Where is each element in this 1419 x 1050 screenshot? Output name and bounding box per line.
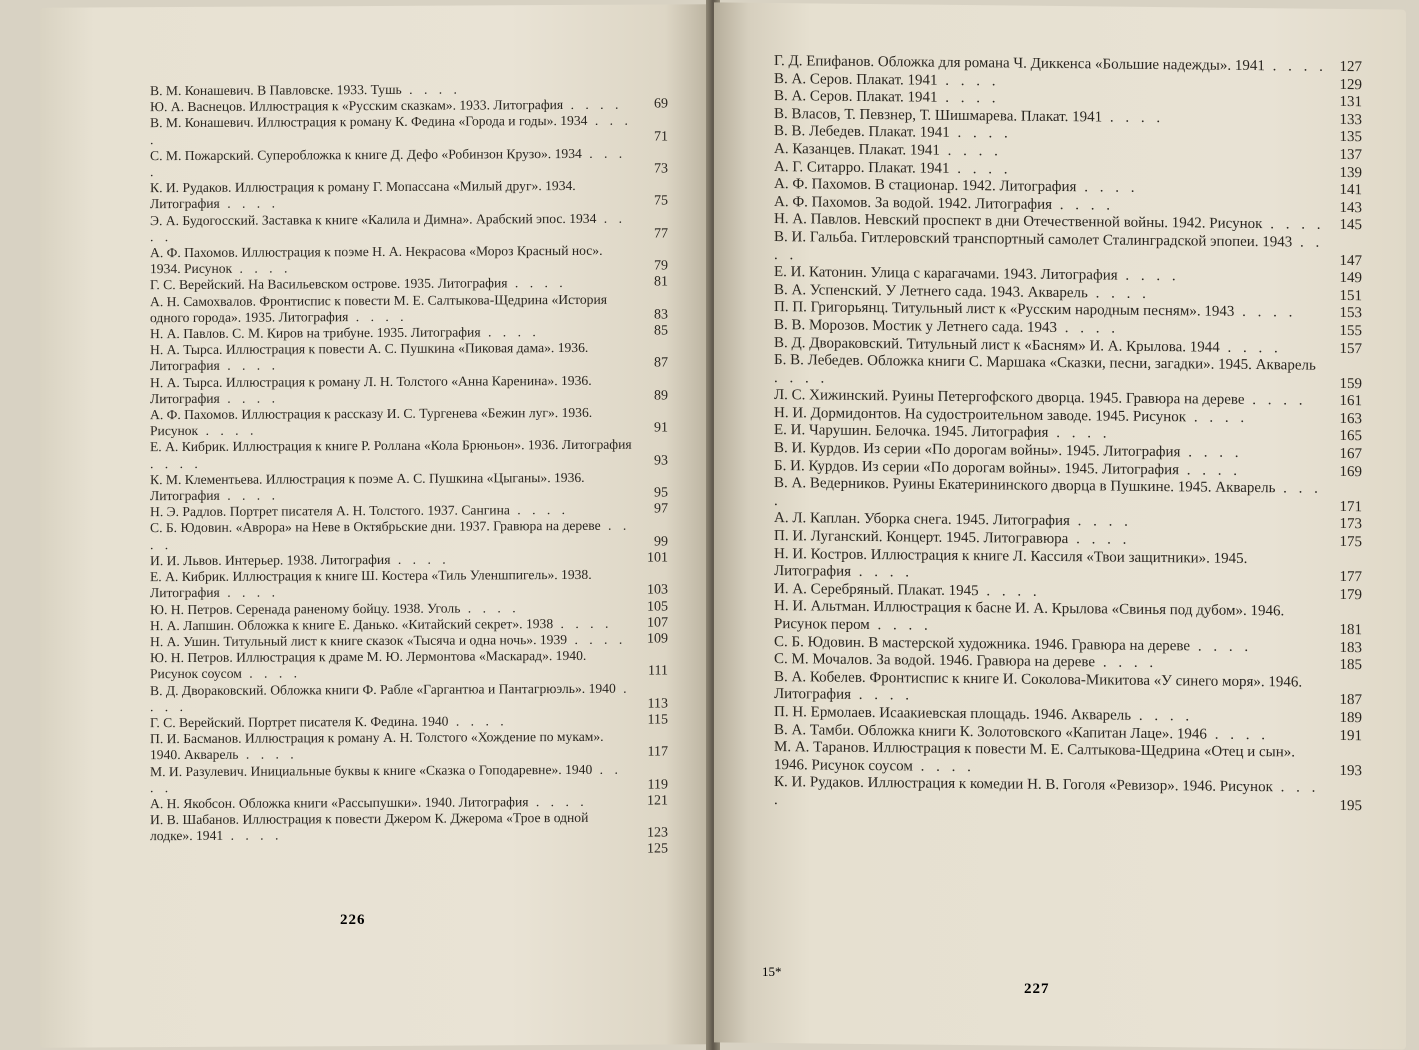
list-item xyxy=(150,518,668,553)
entry-page-number: 73 xyxy=(654,161,668,177)
entry-text: Н. А. Павлов. С. М. Киров на трибуне. 1935. Литография xyxy=(150,324,481,342)
leader-dots: . . . . xyxy=(219,357,279,374)
entry-text: Ю. А. Васнецов. Иллюстрация к «Русским сказкам». 1933. Литография xyxy=(150,97,564,115)
leader-dots: . . . . xyxy=(480,324,540,340)
list-item xyxy=(150,340,668,375)
list-item xyxy=(150,842,668,861)
leader-dots: . . . . xyxy=(937,72,1000,89)
entry-text: С. Б. Юдовин. В мастерской художника. 1946. Гравюра на дереве xyxy=(774,633,1191,654)
leader-dots: . . . . xyxy=(150,761,622,795)
entry-page-number: 117 xyxy=(647,744,668,760)
entry-text: В. И. Курдов. Из серии «По дорогам войны». 1945. Литография xyxy=(774,440,1181,461)
entry-page-number: 155 xyxy=(1339,322,1362,340)
entry-text: И. А. Серебряный. Плакат. 1945 xyxy=(774,580,979,599)
entry-text: Ю. Н. Петров. Серенада раненому бойцу. 1938. Уголь xyxy=(150,600,461,617)
entry-page-number: 137 xyxy=(1339,146,1362,164)
leader-dots: . . . . xyxy=(1264,58,1327,75)
entry-text: В. Д. Двораковский. Обложка книги Ф. Рабле «Гаргантюа и Пантагрюэль». 1940 xyxy=(150,680,616,698)
leader-dots: . . . . xyxy=(1117,267,1180,285)
entry-page-number: 107 xyxy=(647,615,668,631)
leader-dots: . . . . xyxy=(150,455,202,471)
entry-text: Г. Д. Епифанов. Обложка для романа Ч. Диккенса «Большие надежды». 1941 xyxy=(774,53,1265,75)
entry-text: М. А. Таранов. Иллюстрация к повести М. Е. Салтыкова-Щедрина «Отец и сын». 1946. Рисунок соусом xyxy=(774,739,1296,775)
leader-dots: . . . . xyxy=(937,89,1000,107)
entry-text: Н. Э. Радлов. Портрет писателя А. Н. Толстого. 1937. Сангина xyxy=(150,502,510,520)
list-item xyxy=(150,210,668,245)
entry-page-number: 89 xyxy=(654,388,668,404)
entry-text: М. И. Разулевич. Инициальные буквы к книге «Сказка о Гоподаревне». 1940 xyxy=(150,761,593,779)
entry-page-number: 87 xyxy=(654,355,668,371)
leader-dots: . . . . xyxy=(150,145,627,180)
entry-text: Э. А. Будогосский. Заставка к книге «Калила и Димна». Арабский эпос. 1934 xyxy=(150,210,597,228)
leader-dots: . . . . xyxy=(851,687,914,704)
entry-text: Е. И. Катонин. Улица с карагачами. 1943. Литография xyxy=(774,264,1118,284)
leader-dots: . . . . xyxy=(869,617,932,634)
leader-dots: . . . . xyxy=(219,487,279,503)
entry-text: А. Л. Каплан. Уборка снега. 1945. Литография xyxy=(774,510,1070,530)
leader-dots: . . . . xyxy=(219,584,279,601)
entry-page-number: 93 xyxy=(654,453,668,469)
entry-page-number: 121 xyxy=(647,793,668,809)
entry-page-number: 103 xyxy=(647,582,668,598)
leader-dots: . . . . xyxy=(198,422,258,439)
leader-dots: . . . . xyxy=(567,631,627,647)
list-item xyxy=(774,774,1362,815)
left-page xyxy=(40,4,712,1048)
leader-dots: . . . . xyxy=(238,746,298,763)
leader-dots: . . . . xyxy=(774,369,829,387)
leader-dots: . . . . xyxy=(219,195,279,212)
entry-page-number: 195 xyxy=(1339,797,1362,815)
entry-text: В. А. Тамби. Обложка книги К. Золотовского «Капитан Лаце». 1946 xyxy=(774,721,1207,743)
leader-dots: . . . . xyxy=(460,599,520,616)
entry-page-number: 187 xyxy=(1339,692,1362,709)
entry-text: Н. И. Костров. Иллюстрация к книге Л. Кассиля «Твои защитники». 1945. Литография xyxy=(774,545,1248,581)
entry-page-number: 99 xyxy=(654,534,668,550)
leader-dots: . . . . xyxy=(1206,726,1269,743)
leader-dots: . . . . xyxy=(1069,513,1132,531)
entry-page-number: 189 xyxy=(1339,709,1362,727)
entry-page-number: 139 xyxy=(1339,164,1362,181)
entry-page-number: 85 xyxy=(654,323,668,339)
entry-text: В. И. Гальба. Гитлеровский транспортный самолет Сталинградской эпопеи. 1943 xyxy=(774,228,1293,251)
entry-text: Н. А. Тырса. Иллюстрация к повести А. С. Пушкина «Пиковая дама». 1936. Литография xyxy=(150,340,589,374)
entry-text: П. Н. Ермолаев. Исаакиевская площадь. 1946. Акварель xyxy=(774,703,1132,724)
entry-page-number: 109 xyxy=(647,631,668,647)
entry-page-number: 185 xyxy=(1339,657,1362,674)
entry-text: Б. В. Лебедев. Обложка книги С. Маршака «Сказки, песни, загадки». 1945. Акварель xyxy=(774,352,1316,374)
entry-text: В. М. Конашевич. В Павловске. 1933. Тушь xyxy=(150,81,402,99)
entry-text: Ю. Н. Петров. Иллюстрация к драме М. Ю. Лермонтова «Маскарад». 1940. Рисунок соусом xyxy=(150,648,587,682)
entry-text: С. М. Пожарский. Суперобложка к книге Д. Дефо «Робинзон Крузо». 1934 xyxy=(150,145,582,163)
entry-page-number: 95 xyxy=(654,485,668,501)
entry-page-number: 91 xyxy=(654,420,668,436)
list-item xyxy=(150,729,668,764)
entry-page-number: 157 xyxy=(1339,340,1362,357)
leader-dots: . . . . xyxy=(563,96,623,113)
entry-page-number: 97 xyxy=(654,501,668,517)
entry-page-number: 145 xyxy=(1339,217,1362,234)
leader-dots: . . . . xyxy=(509,502,570,518)
entry-page-number: 77 xyxy=(654,226,668,242)
list-item xyxy=(150,761,668,796)
entry-text: Н. А. Лапшин. Обложка к книге Е. Данько. «Китайский секрет». 1938 xyxy=(150,615,554,633)
entry-page-number: 105 xyxy=(647,598,668,615)
list-item xyxy=(150,243,668,278)
entry-text: К. И. Рудаков. Иллюстрация к роману Г. Мопассана «Милый друг». 1934. Литография xyxy=(150,178,576,212)
entry-page-number: 113 xyxy=(647,696,668,712)
entry-text: А. Н. Якобсон. Обложка книги «Рассыпушки». 1940. Литография xyxy=(150,794,529,812)
entry-text: П. П. Григорьянц. Титульный лист к «Русским народным песням». 1943 xyxy=(774,299,1235,321)
leader-dots: . . . . xyxy=(774,234,1324,263)
entry-page-number: 79 xyxy=(654,258,668,274)
entry-page-number: 151 xyxy=(1339,287,1362,304)
leader-dots: . . . . xyxy=(851,564,914,581)
leader-dots: . . . . xyxy=(507,275,567,291)
list-item xyxy=(150,680,668,715)
leader-dots: . . . . xyxy=(1087,285,1150,302)
entry-page-number: 131 xyxy=(1339,94,1362,111)
leader-dots: . . . . xyxy=(348,308,408,324)
entry-text: А. Г. Ситарро. Плакат. 1941 xyxy=(774,158,950,177)
list-item xyxy=(150,145,668,180)
list-item xyxy=(150,405,668,440)
leader-dots: . . . . xyxy=(1057,319,1120,337)
entry-page-number: 75 xyxy=(654,193,668,209)
list-item xyxy=(150,469,668,504)
entry-text: В. А. Серов. Плакат. 1941 xyxy=(774,70,938,89)
entry-text: Н. А. Ушин. Титульный лист к книге сказок «Тысяча и одна ночь». 1939 xyxy=(150,631,568,650)
entry-text: П. И. Басманов. Иллюстрация к роману А. Н. Толстого «Хождение по мукам». 1940. Акварель xyxy=(150,728,604,763)
entry-text: И. В. Шабанов. Иллюстрация к повести Джером К. Джерома «Трое в одной лодке». 1941 xyxy=(150,810,589,844)
entry-text: В. А. Ведерников. Руины Екатерининского дворца в Пушкине. 1945. Акварель xyxy=(774,475,1276,497)
entry-page-number: 173 xyxy=(1339,516,1362,533)
entry-page-number: 83 xyxy=(654,307,668,323)
entry-page-number: 169 xyxy=(1339,463,1362,480)
leader-dots: . . . . xyxy=(949,125,1012,142)
list-item xyxy=(150,291,668,326)
entry-page-number: 115 xyxy=(647,712,668,728)
entry-text: Н. А. Тырса. Иллюстрация к роману Л. Н. Толстого «Анна Каренина». 1936. Литография xyxy=(150,372,592,407)
entry-page-number: 153 xyxy=(1339,305,1362,322)
leader-dots: . . . . xyxy=(401,81,461,97)
list-item xyxy=(150,113,668,148)
leader-dots: . . . . xyxy=(939,142,1002,160)
entry-page-number: 177 xyxy=(1339,569,1362,586)
entry-page-number: 175 xyxy=(1339,533,1362,551)
entry-text: К. М. Клементьева. Иллюстрация к поэме А. С. Пушкина «Цыганы». 1936. Литография xyxy=(150,469,585,504)
leader-dots: . . . . xyxy=(1219,339,1282,356)
entry-text: В. М. Конашевич. Иллюстрация к роману К. Федина «Города и годы». 1934 xyxy=(150,113,588,131)
entry-text: Е. И. Чарушин. Белочка. 1945. Литография xyxy=(774,422,1049,442)
leader-dots: . . . . xyxy=(232,260,292,276)
entry-page-number: 165 xyxy=(1339,428,1362,445)
leader-dots: . . . . xyxy=(774,480,1322,509)
leader-dots: . . . . xyxy=(150,680,631,714)
leader-dots: . . . . xyxy=(528,793,588,810)
leader-dots: . . . . xyxy=(1052,196,1115,214)
entry-text: В. В. Лебедев. Плакат. 1941 xyxy=(774,123,950,142)
entry-text: В. Д. Двораковский. Титульный лист к «Басням» И. А. Крылова. 1944 xyxy=(774,334,1220,356)
entry-page-number: 119 xyxy=(647,777,668,793)
leader-dots: . . . . xyxy=(1186,409,1249,426)
leader-dots: . . . . xyxy=(553,615,613,631)
entry-page-number: 163 xyxy=(1339,410,1362,428)
leader-dots: . . . . xyxy=(1180,444,1243,461)
entry-text: Л. С. Хижинский. Руины Петергофского дворца. 1945. Гравюра на дереве xyxy=(774,387,1245,409)
list-item xyxy=(150,178,668,213)
entry-page-number: 171 xyxy=(1339,498,1362,516)
list-item xyxy=(150,810,668,845)
leader-dots: . . . . xyxy=(448,713,508,729)
leader-dots: . . . . xyxy=(150,113,632,147)
entry-page-number: 147 xyxy=(1339,252,1362,269)
entry-page-number: 149 xyxy=(1339,270,1362,287)
leader-dots: . . . . xyxy=(223,827,283,844)
entry-page-number: 135 xyxy=(1339,129,1362,146)
entry-text: Н. И. Альтман. Иллюстрация к басне И. А. Крылова «Свинья под дубом». 1946. Рисунок пером xyxy=(774,598,1285,634)
entry-page-number: 101 xyxy=(647,550,668,566)
right-page xyxy=(714,2,1406,1049)
leader-dots: . . . . xyxy=(1262,216,1325,234)
entry-page-number: 81 xyxy=(654,274,668,290)
leader-dots: . . . . xyxy=(949,160,1012,178)
printer-signature-mark: 15* xyxy=(762,964,782,979)
entry-text: Б. И. Курдов. Из серии «По дорогам войны». 1945. Литография xyxy=(774,457,1180,478)
right-entry-list xyxy=(774,53,1362,816)
leader-dots: . . . . xyxy=(1179,461,1242,479)
entry-page-number: 161 xyxy=(1339,393,1362,410)
entry-page-number: 69 xyxy=(654,96,668,112)
left-entry-list xyxy=(150,80,668,860)
entry-text: С. Б. Юдовин. «Аврора» на Неве в Октябрьские дни. 1937. Гравюра на дереве xyxy=(150,518,601,536)
leader-dots: . . . . xyxy=(1234,304,1297,321)
entry-text: В. А. Серов. Плакат. 1941 xyxy=(774,88,938,106)
entry-text: Н. И. Дормидонтов. На судостроительном заводе. 1945. Рисунок xyxy=(774,404,1187,426)
entry-text: А. Ф. Пахомов. Иллюстрация к поэме Н. А. Некрасова «Мороз Красный нос». 1934. Рисунок xyxy=(150,242,603,277)
list-item xyxy=(150,567,668,602)
entry-text: В. В. Морозов. Мостик у Летнего сада. 1943 xyxy=(774,316,1058,336)
entry-page-number: 179 xyxy=(1339,586,1362,603)
leader-dots: . . . . xyxy=(241,665,302,682)
entry-page-number: 181 xyxy=(1339,621,1362,639)
entry-page-number: 193 xyxy=(1339,762,1362,779)
entry-text: К. И. Рудаков. Иллюстрация к комедии Н. В. Гоголя «Ревизор». 1946. Рисунок xyxy=(774,774,1273,796)
left-page-number: 226 xyxy=(340,912,366,928)
entry-text: А. Казанцев. Плакат. 1941 xyxy=(774,140,940,159)
leader-dots: . . . . xyxy=(1076,179,1139,196)
entry-page-number: 125 xyxy=(647,841,668,857)
entry-text: В. А. Успенский. У Летнего сада. 1943. Акварель xyxy=(774,281,1088,302)
entry-page-number: 133 xyxy=(1339,111,1362,128)
entry-text: А. Ф. Пахомов. За водой. 1942. Литография xyxy=(774,193,1053,213)
leader-dots: . . . . xyxy=(1190,637,1253,655)
entry-text: В. А. Кобелев. Фронтиспис к книге И. Соколова-Микитова «У синего моря». 1946. Литография xyxy=(774,668,1303,704)
entry-text: В. Власов, Т. Певзнер, Т. Шишмарева. Плакат. 1941 xyxy=(774,105,1103,126)
leader-dots: . . . . xyxy=(150,210,626,245)
leader-dots: . . . . xyxy=(1068,531,1131,548)
list-item xyxy=(150,648,668,683)
entry-text: И. И. Львов. Интерьер. 1938. Литография xyxy=(150,551,391,569)
entry-text: А. Н. Самохвалов. Фронтиспис к повести М. Е. Салтыкова-Щедрина «История одного города». 1935. Литография xyxy=(150,291,608,326)
entry-text: А. Ф. Пахомов. Иллюстрация к рассказу И. С. Тургенева «Бежин луг». 1936. Рисунок xyxy=(150,404,593,439)
leader-dots: . . . . xyxy=(912,758,975,775)
entry-page-number: 111 xyxy=(648,663,668,679)
entry-page-number: 143 xyxy=(1339,199,1362,216)
entry-text: П. И. Луганский. Концерт. 1945. Литогравюра xyxy=(774,528,1069,548)
entry-page-number: 183 xyxy=(1339,639,1362,656)
leader-dots: . . . . xyxy=(1102,109,1165,126)
entry-page-number: 129 xyxy=(1339,76,1362,93)
leader-dots: . . . . xyxy=(150,518,631,552)
entry-text: Н. А. Павлов. Невский проспект в дни Отечественной войны. 1942. Рисунок xyxy=(774,211,1263,233)
entry-page-number: 191 xyxy=(1339,727,1362,744)
leader-dots: . . . . xyxy=(1244,392,1307,409)
entry-text: Е. А. Кибрик. Иллюстрация к книге Ш. Костера «Тиль Уленшпигель». 1938. Литография xyxy=(150,566,592,601)
entry-page-number: 127 xyxy=(1339,58,1362,76)
entry-text: Е. А. Кибрик. Иллюстрация к книге Р. Роллана «Кола Брюньон». 1936. Литография xyxy=(150,437,632,455)
entry-page-number: 123 xyxy=(647,825,668,841)
entry-page-number: 71 xyxy=(654,129,668,145)
entry-text: Г. С. Верейский. Портрет писателя К. Федина. 1940 xyxy=(150,713,449,731)
entry-page-number: 159 xyxy=(1339,375,1362,392)
entry-text: А. Ф. Пахомов. В стационар. 1942. Литография xyxy=(774,176,1077,196)
entry-page-number: 141 xyxy=(1339,182,1362,199)
entry-page-number: 167 xyxy=(1339,445,1362,463)
leader-dots: . . . . xyxy=(390,551,450,567)
list-item xyxy=(150,437,668,472)
entry-text: С. М. Мочалов. За водой. 1946. Гравюра на дереве xyxy=(774,651,1096,671)
leader-dots: . . . . xyxy=(1131,707,1194,725)
entry-text: Г. С. Верейский. На Васильевском острове. 1935. Литография xyxy=(150,275,508,293)
leader-dots: . . . . xyxy=(978,582,1041,600)
leader-dots: . . . . xyxy=(774,779,1320,809)
leader-dots: . . . . xyxy=(1048,425,1111,442)
leader-dots: . . . . xyxy=(1095,654,1158,672)
leader-dots: . . . . xyxy=(219,390,279,406)
right-page-number: 227 xyxy=(1024,981,1050,997)
list-item xyxy=(150,372,668,407)
